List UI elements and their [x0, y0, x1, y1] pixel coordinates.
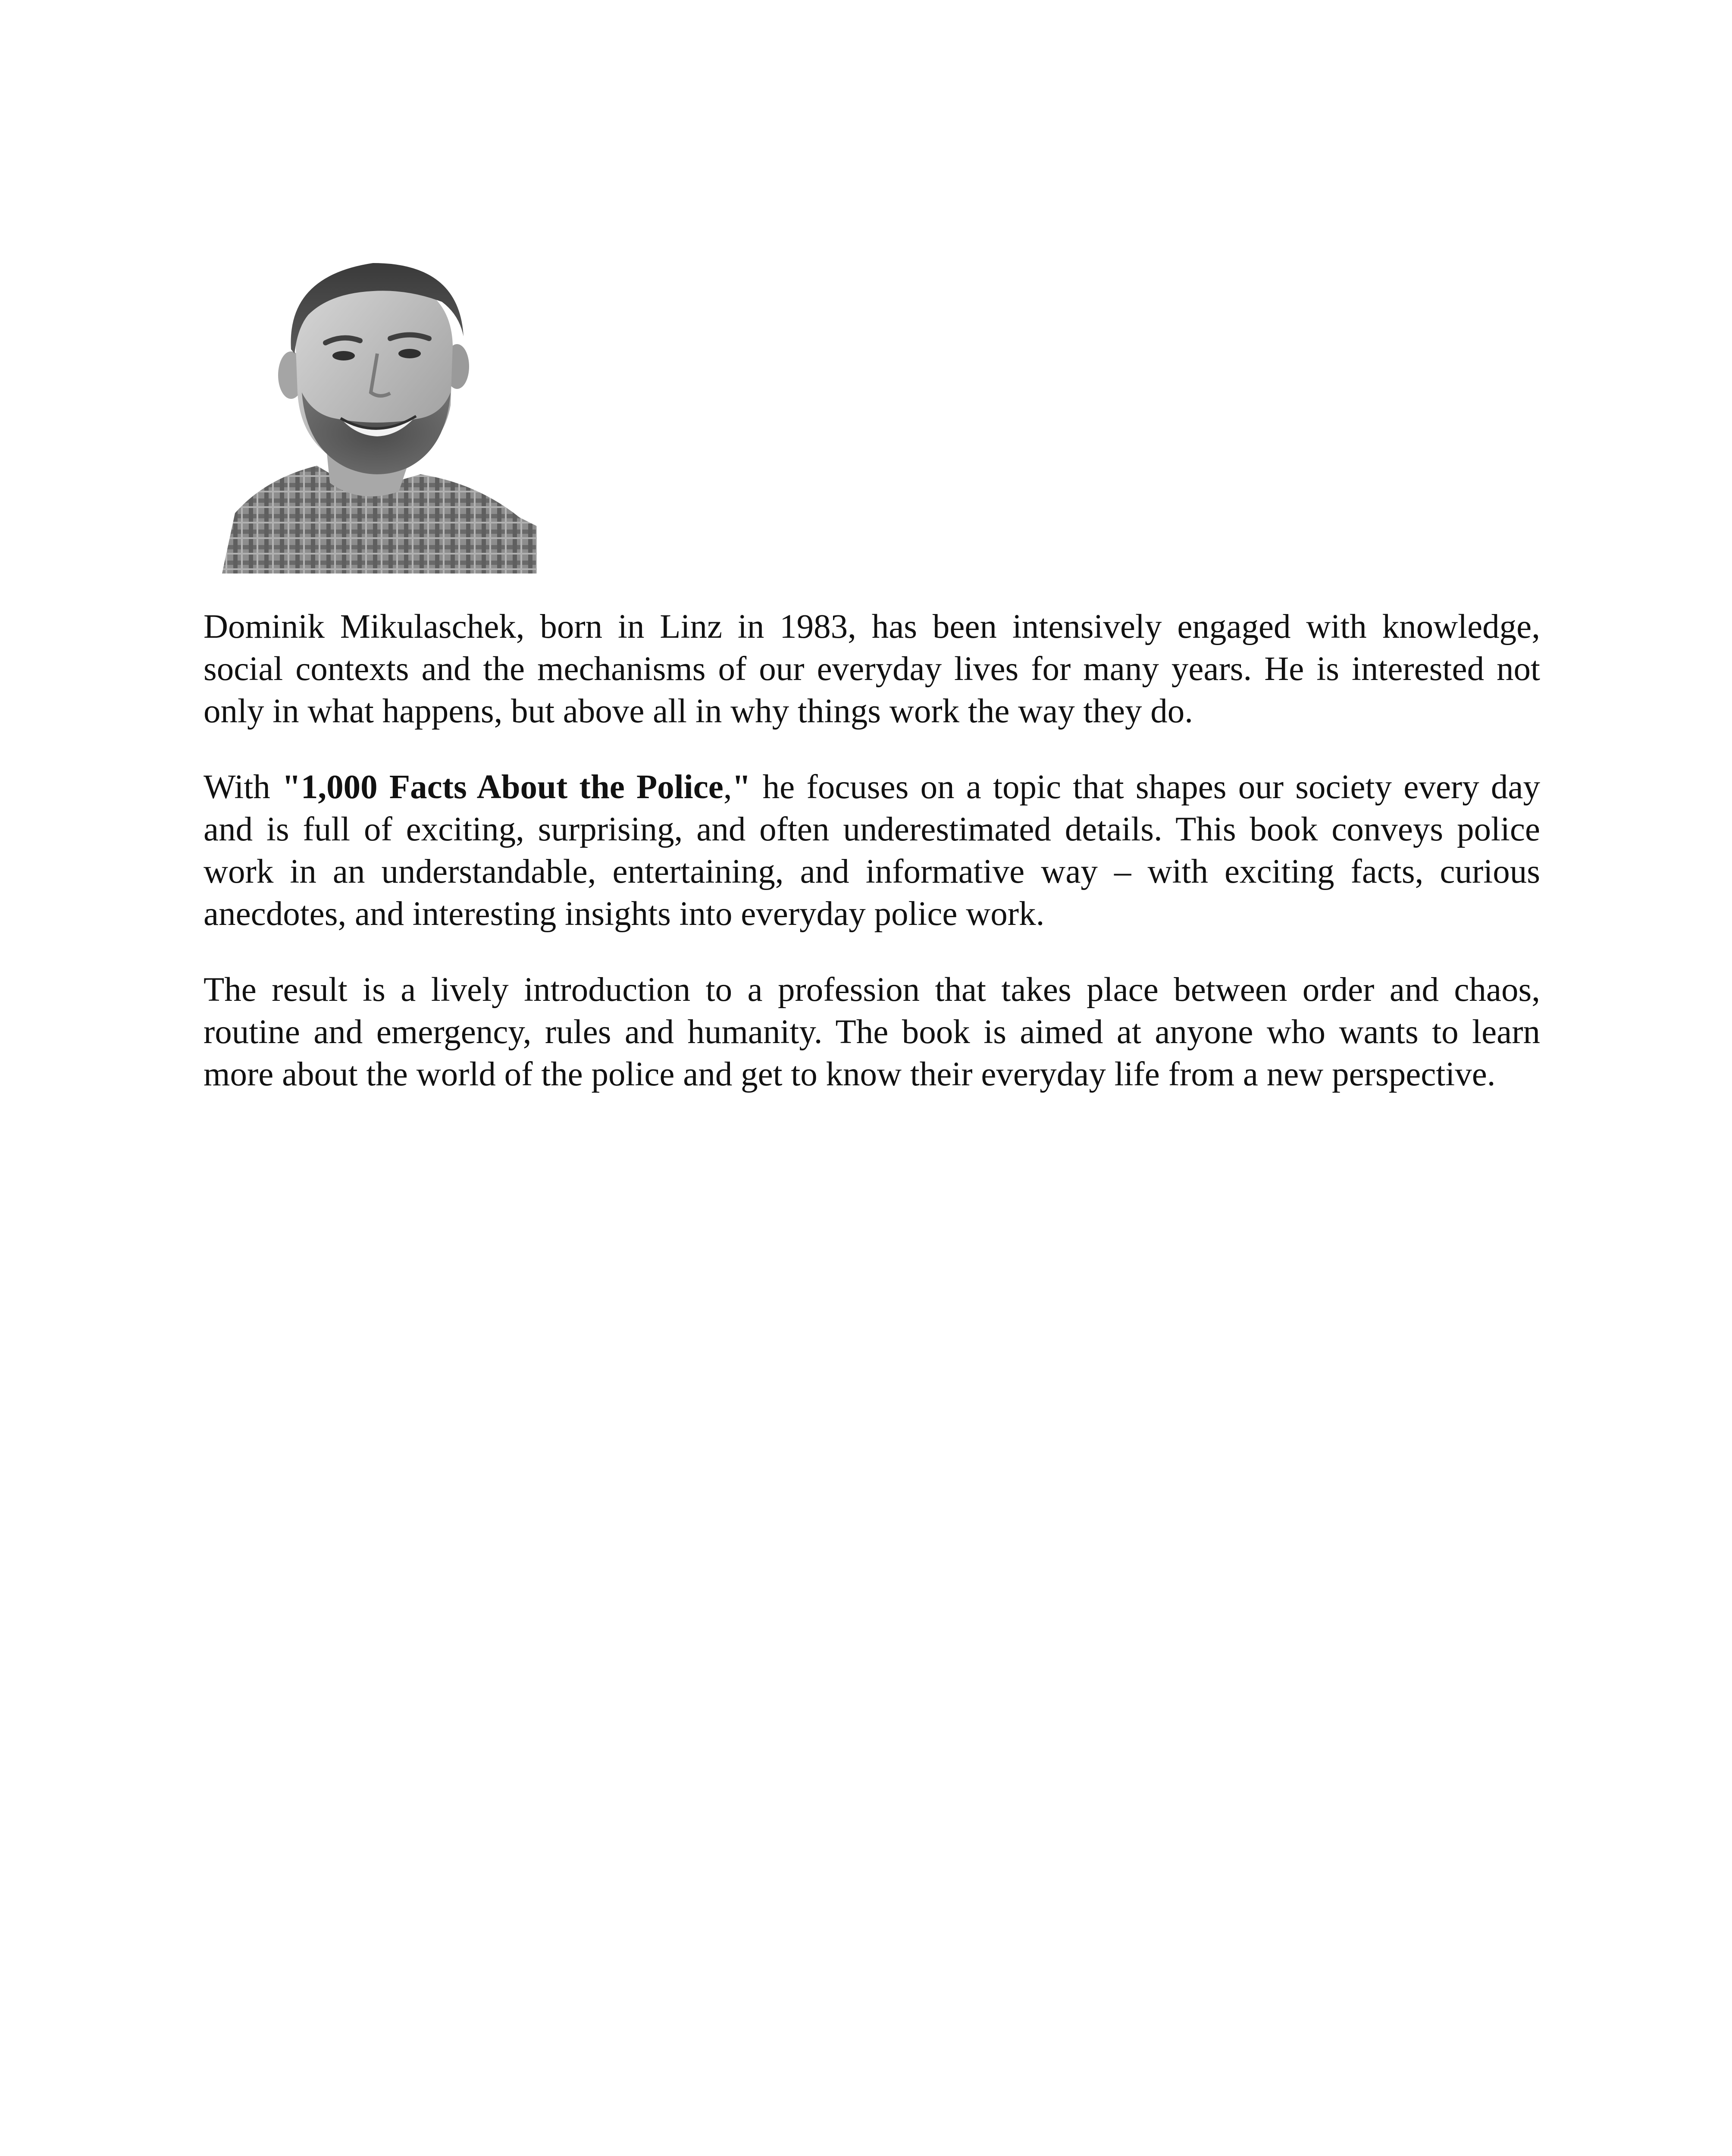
- author-bio: [204, 606, 1540, 1129]
- book-title: "1,000 Facts About the Police: [282, 768, 723, 806]
- author-portrait: [218, 250, 537, 573]
- bio-paragraph-2-comma: ,: [723, 768, 732, 806]
- bio-paragraph-1: Dominik Mikulaschek, born in Linz in 1983, has been intensively engaged with knowledge, social contexts and the mechanisms of our everyday lives for many years. He is interested not only in what happens, but above all in why things work the way they do.: [204, 608, 1540, 730]
- bio-paragraph-3: The result is a lively introduction to a profession that takes place between order and chaos, routine and emergency, rules and humanity. The book is aimed at anyone who wants to learn more about the world of the police and get to know their everyday life from a new perspective.: [204, 971, 1540, 1093]
- bio-paragraph-2-lead: With: [204, 768, 282, 806]
- book-title-quote-close: ": [732, 768, 751, 806]
- bio-paragraph-2-rest: he focuses on a topic that shapes our society every day and is full of exciting, surprising, and often underestimated details. This book conveys police work in an understandable, entertaining, and informative way – with exciting facts, curious anecdotes, and interesting insights into everyday police work.: [204, 768, 1540, 933]
- bio-paragraph-2: [204, 766, 1540, 935]
